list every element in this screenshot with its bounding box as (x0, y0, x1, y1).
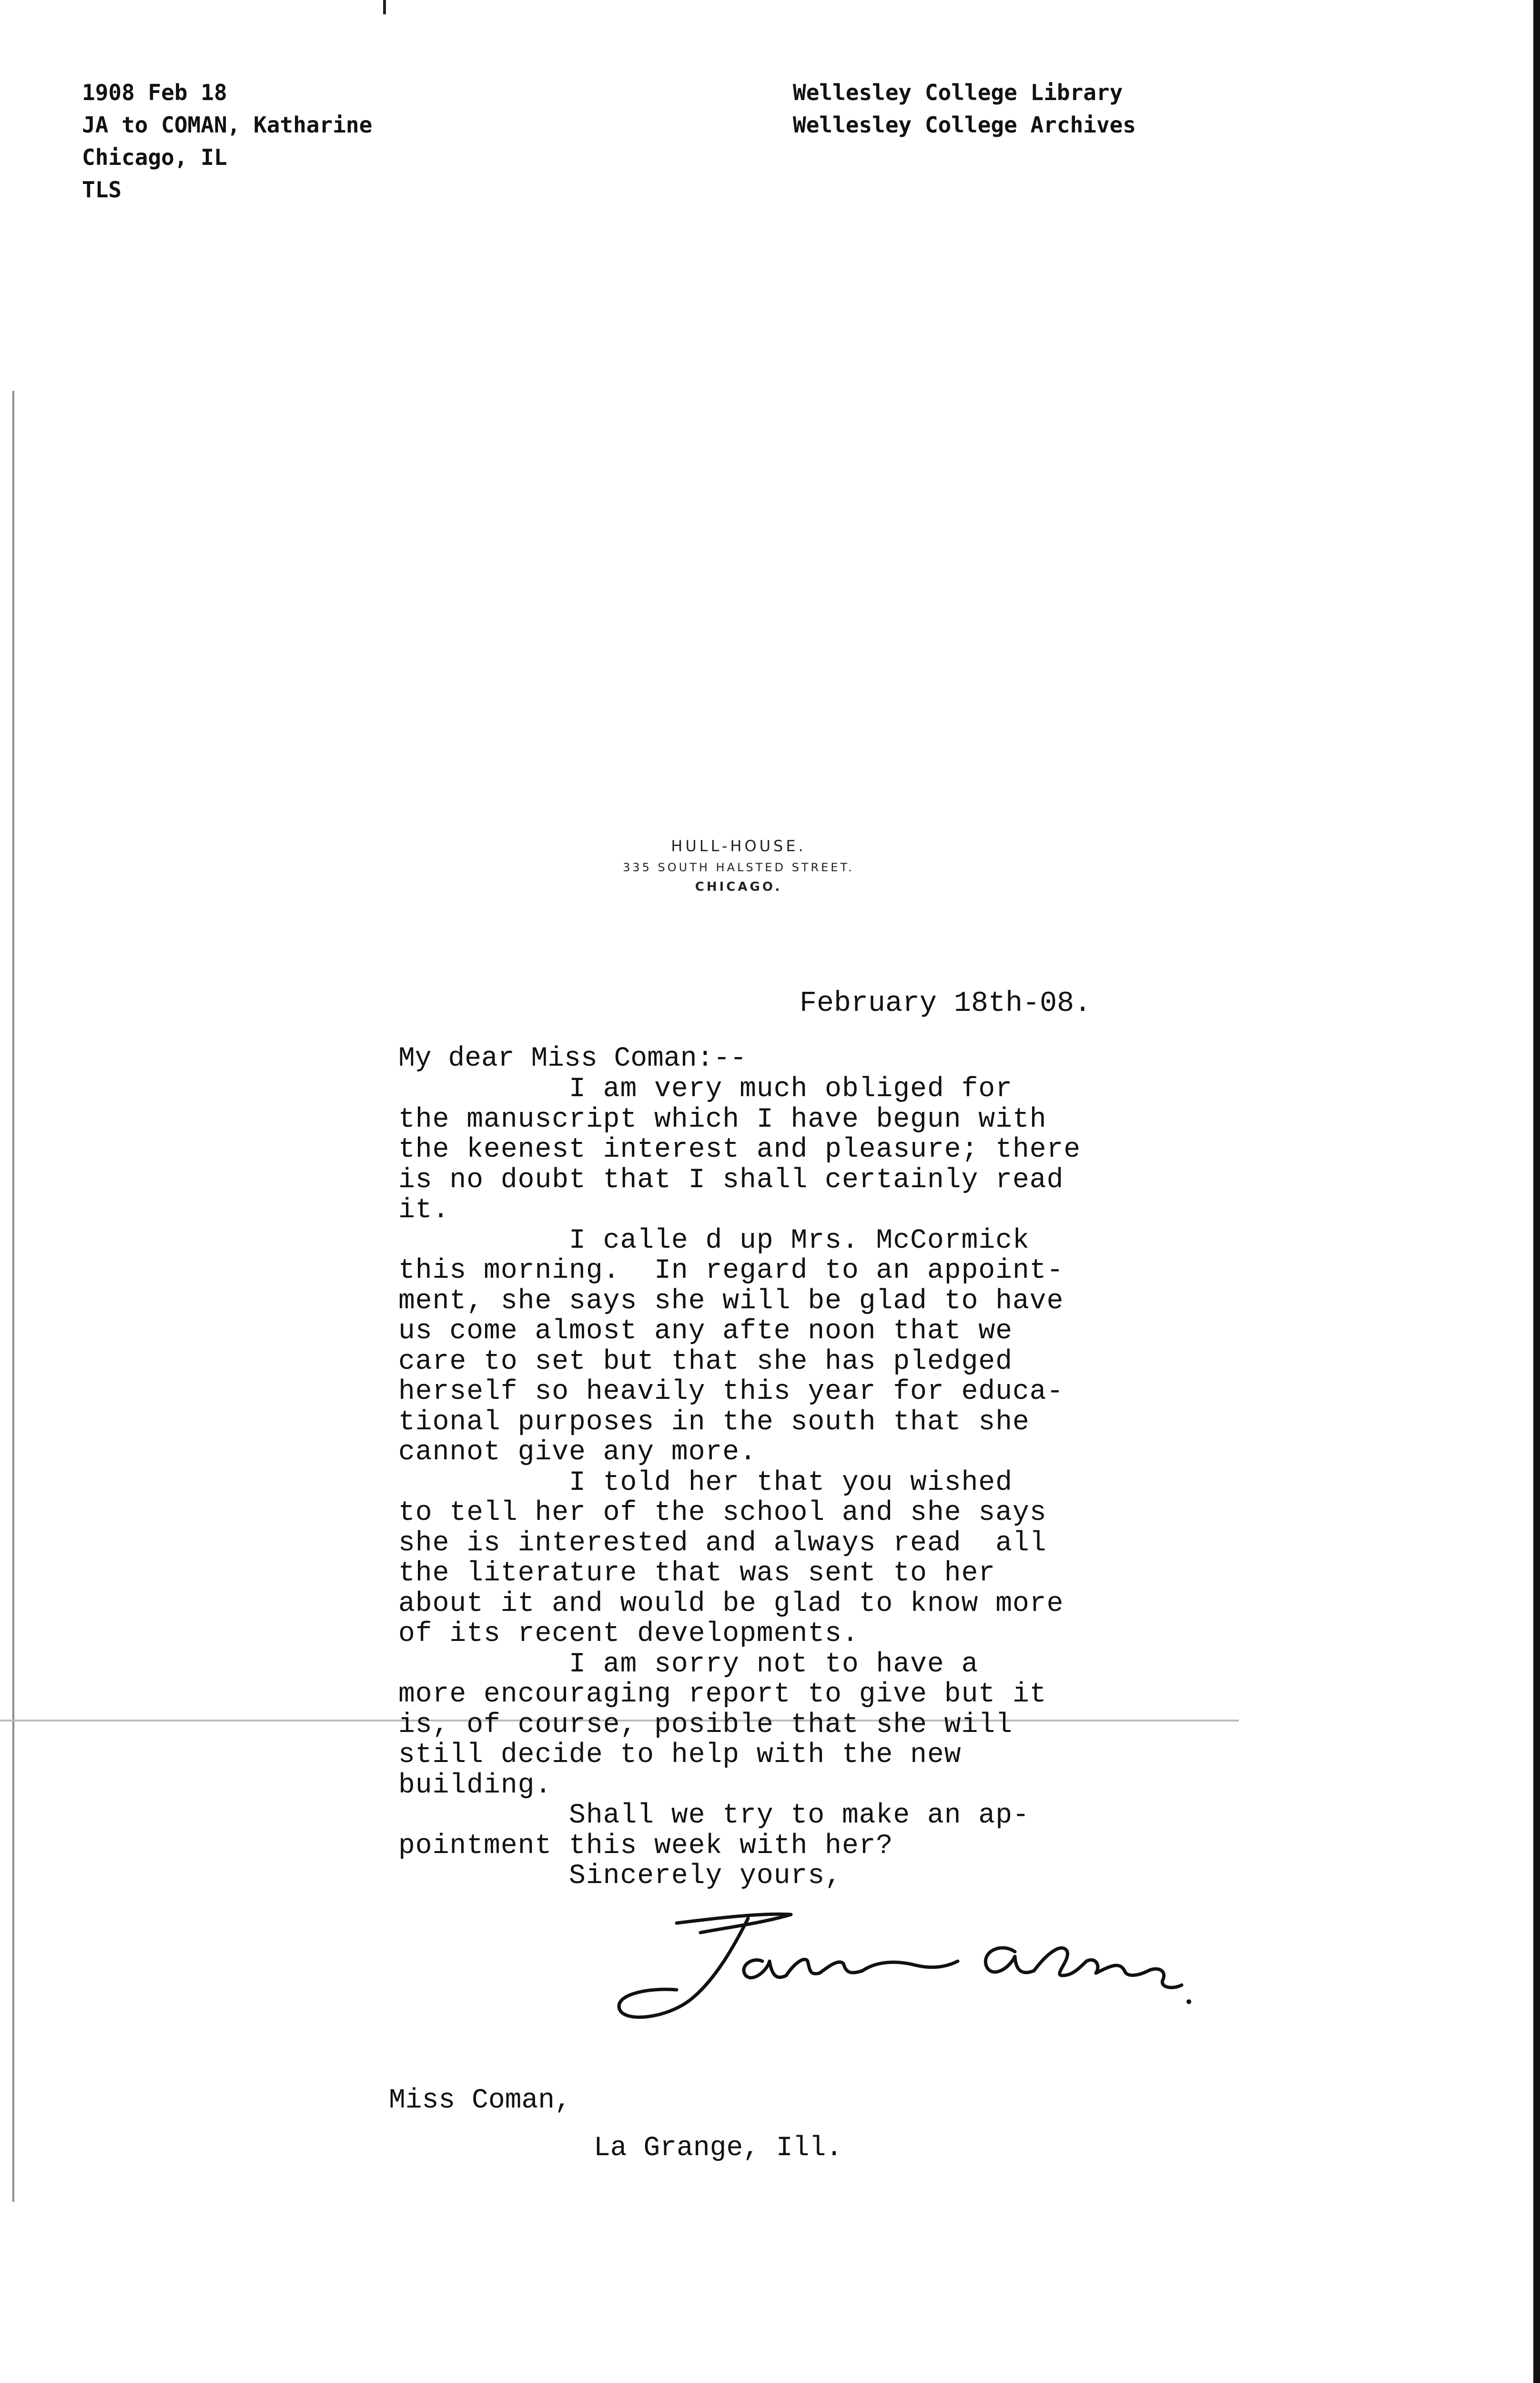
letter-line: Sincerely yours, (398, 1861, 842, 1892)
scan-artifact-top (383, 0, 386, 14)
letter-line: still decide to help with the new (398, 1740, 962, 1771)
scan-artifact-right-edge (1533, 0, 1540, 2383)
recipient-address (389, 2077, 842, 2172)
letter-line: the manuscript which I have begun with (398, 1104, 1047, 1135)
salutation: My dear Miss Coman:-- (398, 1043, 747, 1074)
letter-line: this morning. In regard to an appoint- (398, 1255, 1064, 1286)
letter-line: pointment this week with her? (398, 1830, 893, 1862)
archive-type: TLS (82, 177, 122, 203)
scan-artifact-left-edge (12, 391, 14, 2202)
letter-line: care to set but that she has pledged (398, 1346, 1013, 1377)
letter-line: tional purposes in the south that she (398, 1406, 1030, 1438)
archive-place: Chicago, IL (82, 144, 227, 170)
letter-line: the literature that was sent to her (398, 1558, 996, 1589)
letter-line: more encouraging report to give but it (398, 1679, 1047, 1710)
letter-line: is, of course, posible that she will (398, 1709, 1013, 1741)
recipient-name: Miss Coman, (389, 2085, 571, 2116)
letter-line: of its recent developments. (398, 1619, 859, 1650)
archive-source (793, 76, 1136, 141)
letter-line: Shall we try to make an ap- (398, 1800, 1030, 1831)
archive-date: 1908 Feb 18 (82, 80, 227, 105)
letter-paragraph (398, 1650, 1208, 1801)
archive-correspondence: JA to COMAN, Katharine (82, 112, 373, 138)
letter-line: to tell her of the school and she says (398, 1497, 1047, 1528)
letter-line: us come almost any afte noon that we (398, 1316, 1013, 1347)
signature-image (605, 1904, 1196, 2028)
letter-line: I told her that you wished (398, 1467, 1013, 1498)
letter-line: is no doubt that I shall certainly read (398, 1164, 1064, 1196)
letterhead-street: 335 SOUTH HALSTED STREET. (623, 861, 854, 874)
letterhead (524, 834, 953, 897)
archive-metadata (82, 76, 372, 206)
letterhead-city: CHICAGO. (695, 880, 782, 894)
letter-body (398, 1074, 1208, 1892)
letter-paragraph (398, 1468, 1208, 1650)
letter-paragraph (398, 1801, 1208, 1892)
archive-library: Wellesley College Library (793, 80, 1123, 105)
letter-paragraph (398, 1074, 1208, 1226)
letter-line: she is interested and always read all (398, 1528, 1047, 1559)
recipient-location: La Grange, Ill. (594, 2133, 843, 2164)
letter-paragraph (398, 1226, 1208, 1468)
letter-line: building. (398, 1770, 552, 1801)
archive-archives: Wellesley College Archives (793, 112, 1136, 138)
letter-line: about it and would be glad to know more (398, 1588, 1064, 1619)
letter-line: I calle d up Mrs. McCormick (398, 1225, 1030, 1256)
letter-line: ment, she says she will be glad to have (398, 1285, 1064, 1317)
letterhead-name: HULL-HOUSE. (671, 837, 806, 855)
signature (605, 1904, 1196, 2030)
letter-line: it. (398, 1195, 450, 1226)
letter-line: I am sorry not to have a (398, 1649, 979, 1680)
letter-line: cannot give any more. (398, 1437, 757, 1468)
letter-line: the keenest interest and pleasure; there (398, 1134, 1081, 1165)
letter-line: herself so heavily this year for educa- (398, 1376, 1064, 1407)
letter-line: I am very much obliged for (398, 1074, 1013, 1105)
letter-date: February 18th-08. (800, 988, 1092, 1020)
